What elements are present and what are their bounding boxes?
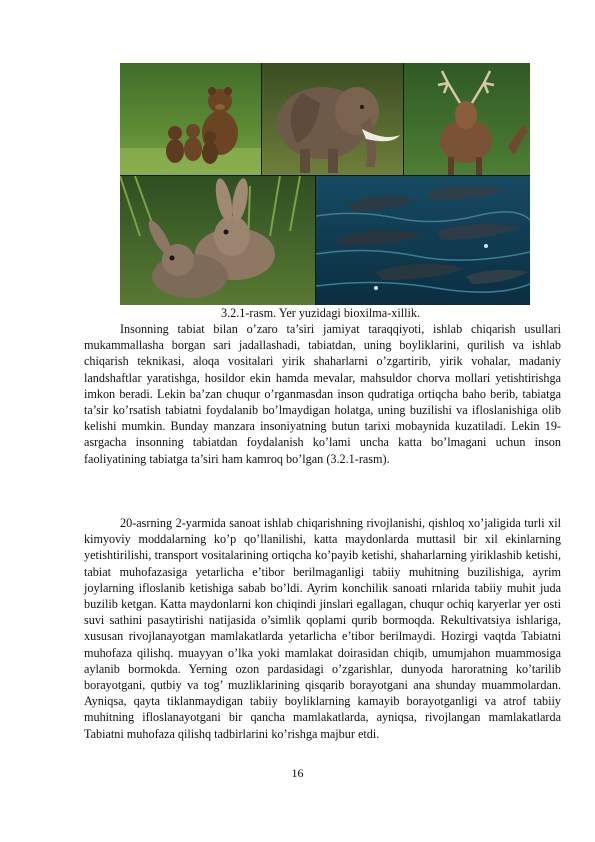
bears-photo: [120, 63, 261, 175]
rabbits-photo: [120, 176, 315, 305]
paragraph: Insonning tabiat bilan o’zaro ta’siri jamiyat taraqqiyoti, ishlab chiqarish usullari mukammallasha borgan sari jadallashadi, tabiatdan, uning boyliklarini, qurilish va ishlab chiqarish teknikasi, aloqa vositalari yirik shaharlarni o’zgartirib, yirik vohalar, madaniy landshaftlar yaratishga, hosildor ekin hamda mevalar, mahsuldor chorva mollari yetishtirishga imkon beradi. Lekin ba’zan chuqur o’rganmasdan inson qudratiga ortiqcha baho berib, tabiatga ta’sir ko’rsatish tabiatni foydalanib bo’lmaydigan holatga, uning buzilishi va ifloslanishiga olib kelishi mumkin. Bunday manzara insoniyatning butun tarixi mobaynida kuzatiladi. Lekin 19-asrgacha insonning tabiatdan foydalanish ko’lami uncha katta bo’lmagani uchun inson faoliyatining tabiatga ta’siri ham kamroq bo’lgan (3.2.1-rasm).: [84, 322, 561, 466]
elephant-photo: [262, 63, 403, 175]
page-number: 16: [291, 766, 304, 780]
paragraph: 20-asrning 2-yarmida sanoat ishlab chiqarishning rivojlanishi, qishloq xo’jaligida turli xil kimyoviy moddalarning ko’p qo’llanilishi, katta maydonlarda muttasil bir xil ekinlarning yetishtirilishi, transport vositalarining ortiqcha ko’payib ketishi, shaharlarning yiriklashib ketishi, tabiat muhofazasiga yetarlicha e’tibor berilmaganligi tabiiy muhitning buzilishiga, ayrim joylarning ifloslanib ketishiga sabab bo’ldi. Ayrim konchilik sanoati rnlarida tabiiy muhit juda buzilib ketgan. Katta maydonlarni kon chiqindi jinslari egallagan, chuqur ochiq karyerlar yer osti suvi sathini pasaytirishi natijasida o’simlik qoplami qurib bormoqda. Rekultivatsiya ishlariga, xususan rivojlanayotgan mamlakatlarda yetarlicha e’tibor berilmaydi. Hozirgi vaqtda Tabiatni muhofaza qilishq. muayyan o’lka yoki mamlakat doirasidan chiqib, umumjahon muammosiga aylanib bormokda. Yerning ozon pardasidagi o’zgarishlar, dunyoda haroratning ko’tarilib borayotgani, qutbiy va tog’ muzliklarining qisqarib borayotgani ana shunday muammolardan. Ayniqsa, qayta tiklanmaydigan tabiiy boyliklarning kamayib borayotganligi va atrof tabiiy muhitning ifloslanayotgani bir qancha mamlakatlarda, ayniqsa, rivojlangan mamlakatlarda Tabiatni muhofaza qilishq tadbirlarini ko’rishga majbur etdi.: [84, 516, 561, 741]
figure-caption: 3.2.1-rasm. Yer yuzidagi bioxilma-xillik.: [220, 306, 421, 320]
biodiversity-figure: [120, 63, 530, 305]
dolphins-photo: [316, 176, 530, 305]
deer-photo: [404, 63, 530, 175]
